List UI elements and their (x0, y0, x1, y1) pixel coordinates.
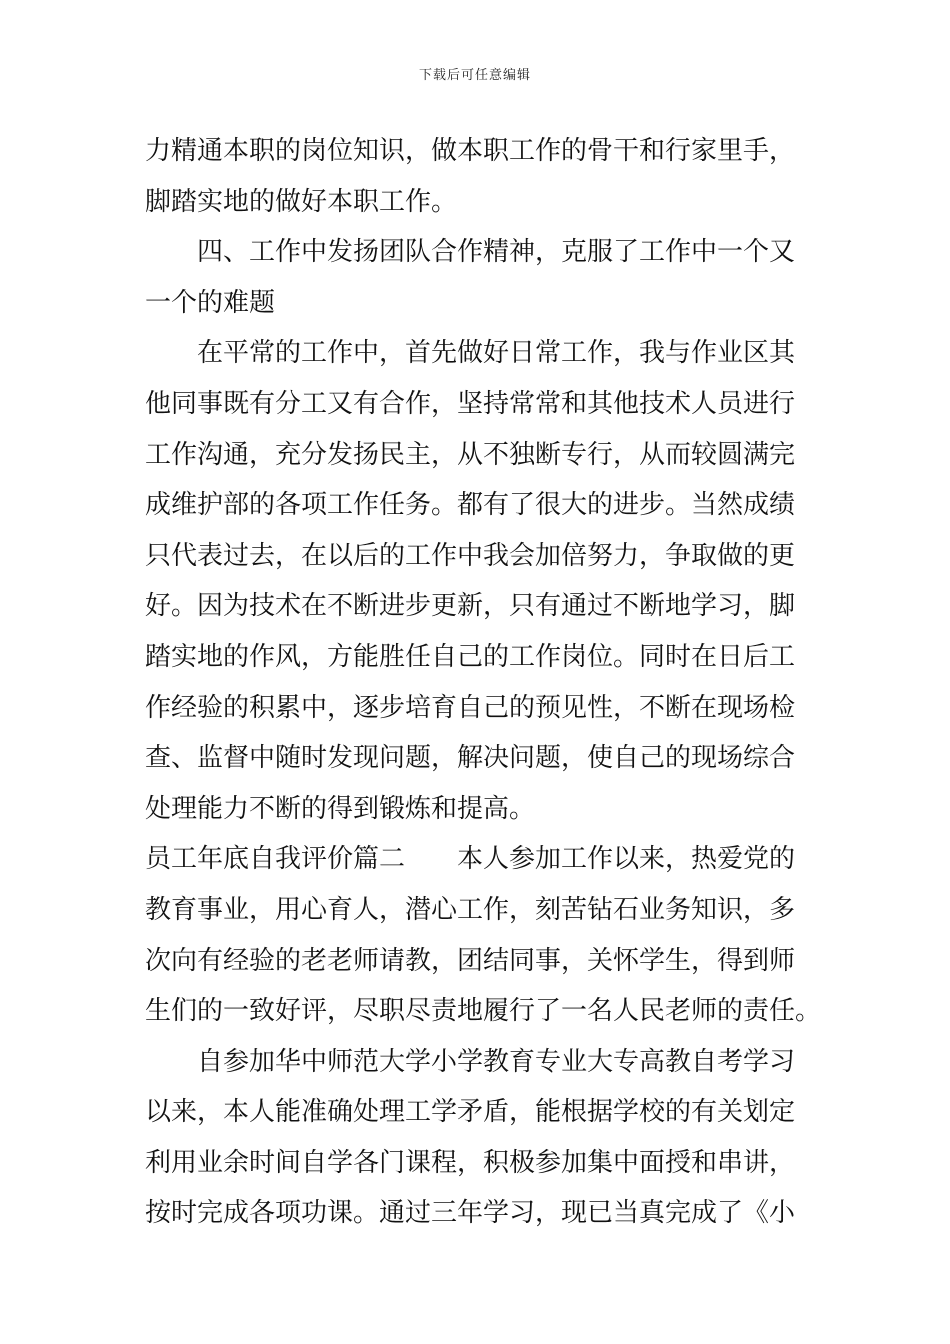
text-line: 次向有经验的老老师请教，团结同事，关怀学生，得到师 (145, 945, 796, 976)
article-title: 员工年底自我评价篇二 (145, 844, 406, 875)
text-line: 按时完成各项功课。通过三年学习，现已当真完成了《小 (145, 1198, 796, 1229)
text-line: 在平常的工作中，首先做好日常工作，我与作业区其 (197, 338, 796, 369)
text-line: 他同事既有分工又有合作，坚持常常和其他技术人员进行 (145, 388, 796, 419)
text-line: 处理能力不断的得到锻炼和提高。 (145, 793, 536, 824)
text-line: 查、监督中随时发现问题，解决问题，使自己的现场综合 (145, 743, 796, 774)
section-heading-line: 四、工作中发扬团队合作精神，克服了工作中一个又 (197, 237, 796, 268)
text-line: 工作沟通，充分发扬民主，从不独断专行，从而较圆满完 (145, 439, 796, 470)
text-line: 踏实地的作风，方能胜任自己的工作岗位。同时在日后工 (145, 641, 796, 672)
text-line: 成维护部的各项工作任务。都有了很大的进步。当然成绩 (145, 490, 796, 521)
text-line: 只代表过去，在以后的工作中我会加倍努力，争取做的更 (145, 540, 796, 571)
text-line: 以来，本人能准确处理工学矛盾，能根据学校的有关划定 (145, 1097, 796, 1128)
page-header: 下载后可任意编辑 (418, 68, 531, 83)
text-line: 好。因为技术在不断进步更新，只有通过不断地学习，脚 (145, 591, 796, 622)
text-run: 本人参加工作以来，热爱党的 (457, 844, 796, 875)
text-line: 自参加华中师范大学小学教育专业大专高教自考学习 (197, 1046, 796, 1077)
document-body (145, 126, 822, 1239)
text-line-with-title (145, 834, 815, 885)
text-line: 教育事业，用心育人，潜心工作，刻苦钻石业务知识，多 (145, 894, 796, 925)
text-line: 作经验的积累中，逐步培育自己的预见性，不断在现场检 (145, 692, 796, 723)
section-heading-line: 一个的难题 (145, 287, 276, 318)
text-line: 利用业余时间自学各门课程，积极参加集中面授和串讲， (145, 1147, 796, 1178)
text-line: 力精通本职的岗位知识，做本职工作的骨干和行家里手， (145, 136, 796, 166)
text-line: 脚踏实地的做好本职工作。 (145, 186, 458, 217)
text-line: 生们的一致好评，尽职尽责地履行了一名人民老师的责任。 (145, 996, 822, 1027)
